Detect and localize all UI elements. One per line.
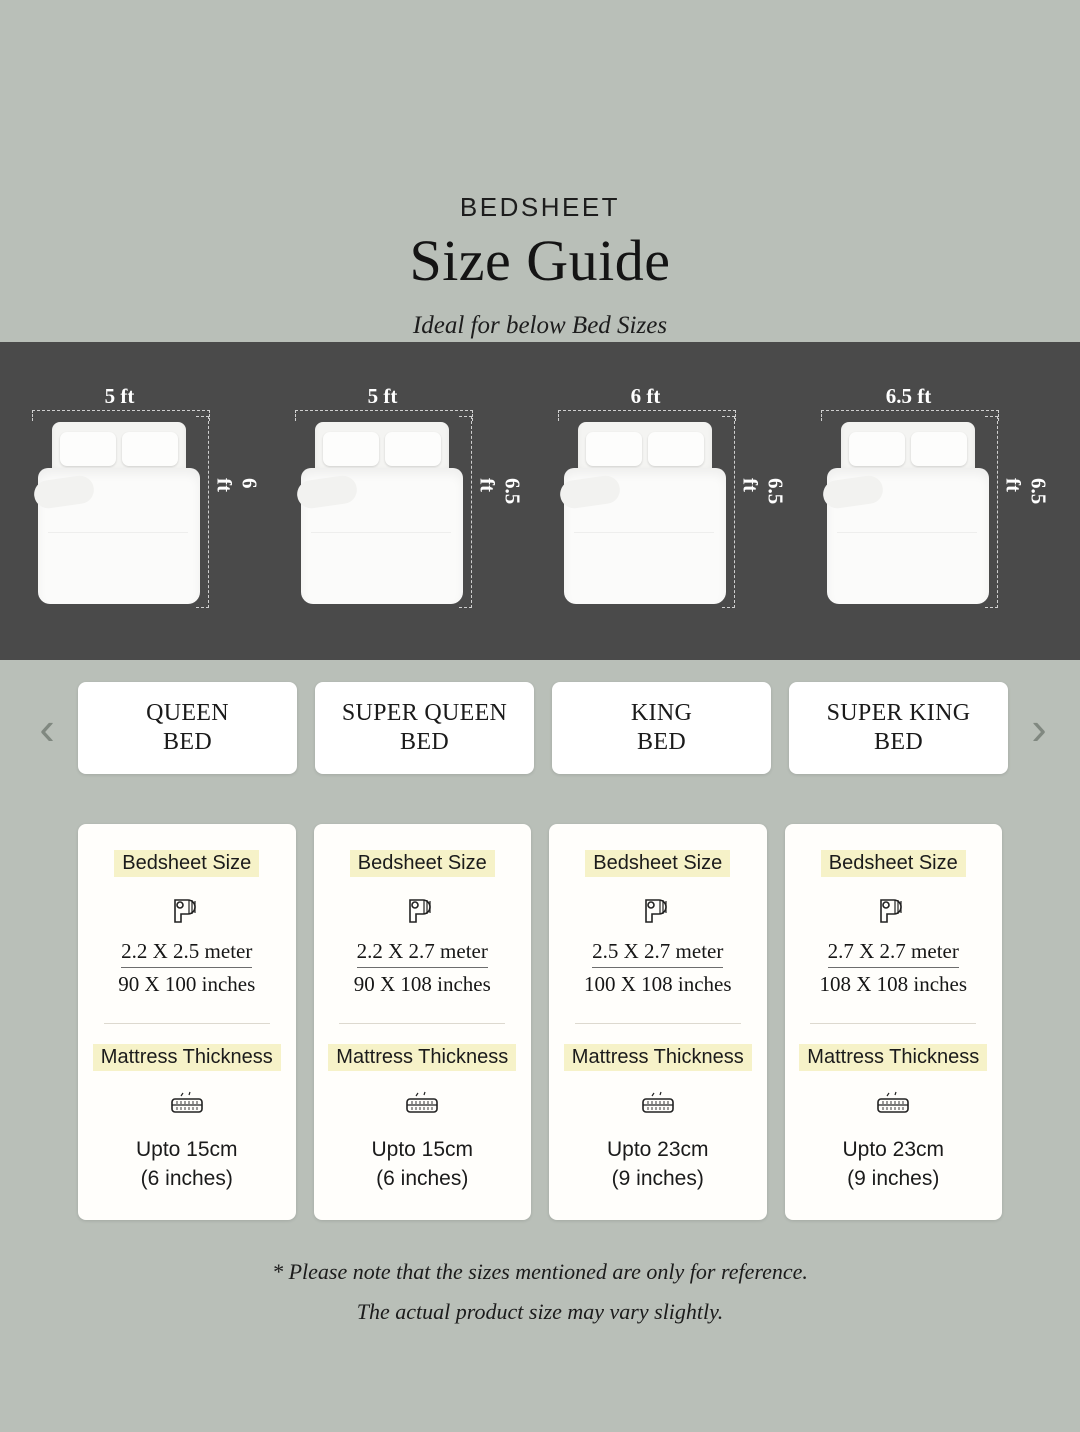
bed-length-label: 6.5 ft	[1001, 478, 1051, 505]
bedsheet-size-metric: 2.2 X 2.7 meter	[357, 939, 488, 968]
bedsheet-size-metric: 2.2 X 2.5 meter	[121, 939, 252, 968]
bed-illustration-item	[540, 342, 803, 660]
width-bracket	[32, 410, 210, 421]
tab-super-queen-bed[interactable]	[315, 682, 534, 774]
spec-card-king	[549, 824, 767, 1220]
bedsheet-size-metric: 2.5 X 2.7 meter	[592, 939, 723, 968]
bed-illustration-item	[803, 342, 1066, 660]
bed-width-label: 6.5 ft	[885, 384, 932, 408]
mattress-thickness-label: Mattress Thickness	[564, 1044, 752, 1071]
tab-label-line1: KING	[630, 700, 693, 726]
bed-icon	[38, 422, 200, 604]
spec-card-queen	[78, 824, 296, 1220]
mattress-icon	[638, 1083, 678, 1125]
chevron-left-icon[interactable]: ‹	[39, 702, 55, 754]
mattress-thickness-inches: (6 inches)	[376, 1167, 469, 1191]
footer-line-2: The actual product size may vary slightly.	[356, 1298, 724, 1324]
mattress-thickness-label: Mattress Thickness	[799, 1044, 987, 1071]
mattress-icon	[167, 1083, 207, 1125]
bed-type-tabs	[0, 682, 1080, 774]
tab-label-line1: SUPER QUEEN	[341, 700, 508, 726]
bedsheet-size-inches: 90 X 100 inches	[118, 972, 256, 996]
tab-label-line2: BED	[163, 729, 212, 755]
mattress-thickness-inches: (9 inches)	[847, 1167, 940, 1191]
measuring-tape-icon	[875, 889, 911, 931]
bedsheet-size-inches: 100 X 108 inches	[583, 972, 732, 996]
bedsheet-size-metric: 2.7 X 2.7 meter	[828, 939, 959, 968]
mattress-thickness-cm: Upto 15cm	[135, 1138, 238, 1161]
card-divider	[339, 1023, 505, 1024]
bed-length-label: 6.5 ft	[738, 478, 788, 505]
tab-label-line1: SUPER KING	[826, 700, 971, 726]
width-bracket	[558, 410, 736, 421]
bed-icon	[827, 422, 989, 604]
mattress-thickness-label: Mattress Thickness	[93, 1044, 281, 1071]
bed-width-label: 5 ft	[367, 384, 398, 408]
page-header	[0, 0, 1080, 340]
mattress-thickness-inches: (6 inches)	[140, 1167, 233, 1191]
tab-label-line2: BED	[400, 729, 449, 755]
bedsheet-size-label: Bedsheet Size	[821, 850, 966, 877]
bed-length-label: 6 ft	[212, 478, 262, 492]
bed-illustration-item	[14, 342, 277, 660]
tab-super-king-bed[interactable]	[789, 682, 1008, 774]
mattress-thickness-cm: Upto 15cm	[371, 1138, 474, 1161]
tab-label-line2: BED	[637, 729, 686, 755]
bed-width-label: 6 ft	[630, 384, 661, 408]
bed-length-label: 6.5 ft	[475, 478, 525, 505]
bedsheet-size-inches: 90 X 108 inches	[353, 972, 491, 996]
bedsheet-size-inches: 108 X 108 inches	[819, 972, 968, 996]
tab-king-bed[interactable]	[552, 682, 771, 774]
card-divider	[810, 1023, 976, 1024]
bed-illustration-item	[277, 342, 540, 660]
mattress-icon	[873, 1083, 913, 1125]
mattress-thickness-inches: (9 inches)	[611, 1167, 704, 1191]
bed-width-label: 5 ft	[104, 384, 135, 408]
measuring-tape-icon	[640, 889, 676, 931]
measuring-tape-icon	[404, 889, 440, 931]
spec-card-super-king	[785, 824, 1003, 1220]
mattress-thickness-cm: Upto 23cm	[606, 1138, 709, 1161]
page-kicker: BEDSHEET	[459, 192, 621, 222]
card-divider	[104, 1023, 270, 1024]
bed-illustration-band	[0, 342, 1080, 660]
bed-icon	[301, 422, 463, 604]
bed-icon	[564, 422, 726, 604]
page-title: Size Guide	[409, 228, 671, 293]
measuring-tape-icon	[169, 889, 205, 931]
width-bracket	[295, 410, 473, 421]
tab-label-line1: QUEEN	[146, 700, 229, 726]
tab-queen-bed[interactable]	[78, 682, 297, 774]
bed-illustration-list	[0, 342, 1080, 660]
mattress-thickness-cm: Upto 23cm	[842, 1138, 945, 1161]
footer-line-1: * Please note that the sizes mentioned are only for reference.	[272, 1259, 808, 1284]
mattress-icon	[402, 1083, 442, 1125]
mattress-thickness-label: Mattress Thickness	[328, 1044, 516, 1071]
card-divider	[575, 1023, 741, 1024]
spec-card-list	[0, 824, 1080, 1220]
page-subtitle: Ideal for below Bed Sizes	[412, 312, 668, 339]
spec-card-super-queen	[314, 824, 532, 1220]
bedsheet-size-label: Bedsheet Size	[350, 850, 495, 877]
bedsheet-size-label: Bedsheet Size	[585, 850, 730, 877]
footer-note	[0, 1252, 1080, 1331]
tab-label-line2: BED	[874, 729, 923, 755]
bedsheet-size-label: Bedsheet Size	[114, 850, 259, 877]
chevron-right-icon[interactable]: ›	[1031, 702, 1047, 754]
width-bracket	[821, 410, 999, 421]
